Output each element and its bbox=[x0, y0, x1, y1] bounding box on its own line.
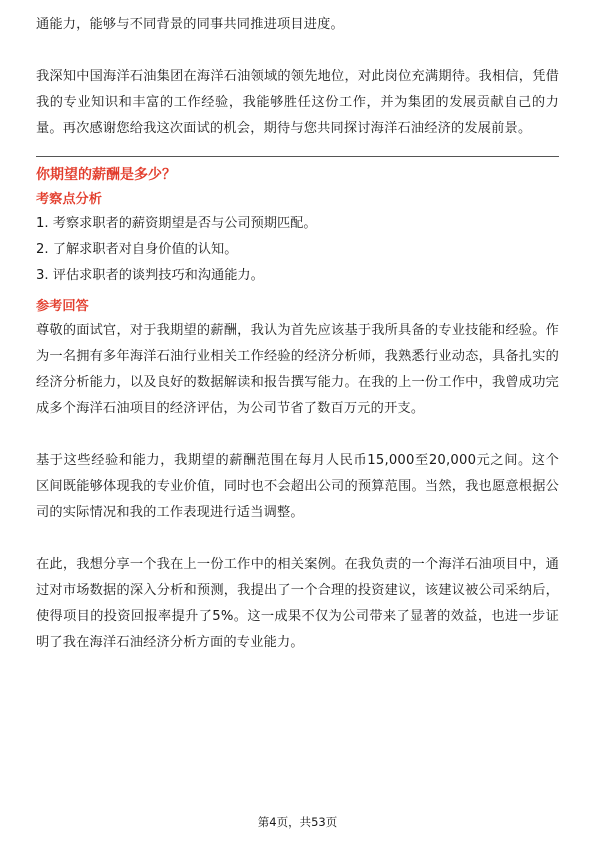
page-number: 第4页，共53页 bbox=[257, 815, 338, 829]
analysis-list bbox=[36, 211, 559, 289]
section-divider bbox=[36, 156, 559, 157]
intro-paragraph-1: 通能力，能够与不同背景的同事共同推进项目进度。 bbox=[36, 17, 344, 32]
list-item: 2. 了解求职者对自身价值的认知。 bbox=[36, 242, 238, 257]
analysis-heading: 考察点分析 bbox=[36, 192, 102, 207]
question-title: 你期望的薪酬是多少？ bbox=[36, 167, 176, 183]
answer-heading: 参考回答 bbox=[36, 299, 89, 314]
list-item: 1. 考察求职者的薪资期望是否与公司预期匹配。 bbox=[36, 216, 317, 231]
answer-paragraph-3: 在此，我想分享一个我在上一份工作中的相关案例。在我负责的一个海洋石油项目中，通过对市场数据的深入分析和预测，我提出了一个合理的投资建议，该建议被公司采纳后，使得项目的投资回报率提升了5%。这一成果不仅为公司带来了显著的效益，也进一步证明了我在海洋石油经济分析方面的专业能力。 bbox=[36, 557, 559, 650]
page-content bbox=[36, 12, 559, 656]
intro-paragraph-2: 我深知中国海洋石油集团在海洋石油领域的领先地位，对此岗位充满期待。我相信，凭借我的专业知识和丰富的工作经验，我能够胜任这份工作，并为集团的发展贡献自己的力量。再次感谢您给我这次面试的机会，期待与您共同探讨海洋石油经济的发展前景。 bbox=[36, 69, 559, 136]
answer-paragraph-1: 尊敬的面试官，对于我期望的薪酬，我认为首先应该基于我所具备的专业技能和经验。作为一名拥有多年海洋石油行业相关工作经验的经济分析师，我熟悉行业动态，具备扎实的经济分析能力，以及良好的数据解读和报告撰写能力。在我的上一份工作中，我曾成功完成多个海洋石油项目的经济评估，为公司节省了数百万元的开支。 bbox=[36, 323, 559, 416]
answer-paragraph-2: 基于这些经验和能力，我期望的薪酬范围在每月人民币15,000至20,000元之间。这个区间既能够体现我的专业价值，同时也不会超出公司的预算范围。当然，我也愿意根据公司的实际情况和我的工作表现进行适当调整。 bbox=[36, 453, 559, 520]
list-item: 3. 评估求职者的谈判技巧和沟通能力。 bbox=[36, 268, 264, 283]
